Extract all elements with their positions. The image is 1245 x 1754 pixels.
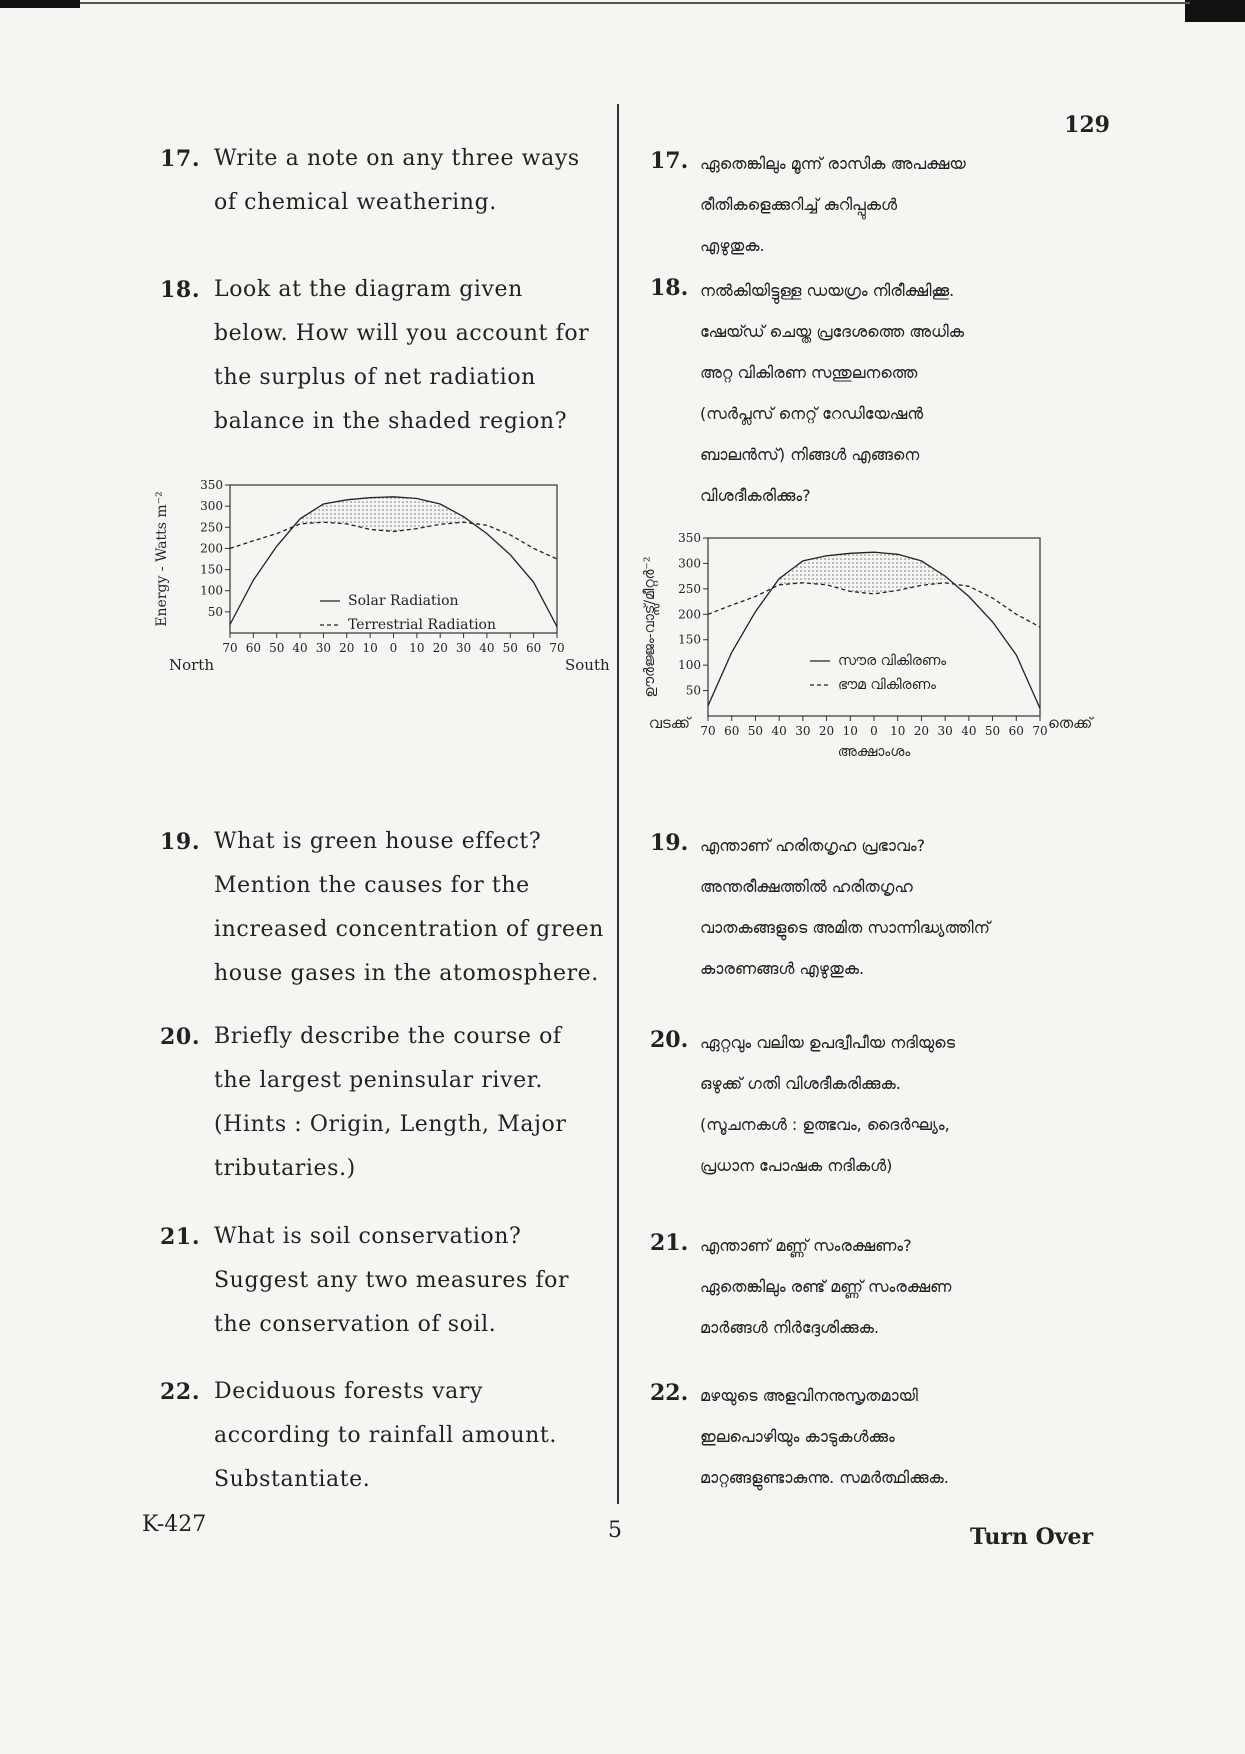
question-line: (സൂചനകൾ : ഉത്ഭവം, ദൈർഘ്യം, [700,1115,950,1134]
y-tick-label: 250 [678,581,701,596]
question-line: balance in the shaded region? [214,409,568,434]
question-line: മാർങ്ങൾ നിർദ്ദേശിക്കുക. [700,1318,879,1337]
column-divider [617,104,619,1504]
y-tick-label: 350 [678,531,701,545]
question-line: (സർപ്ലസ് നെറ്റ് റേഡിയേഷൻ [700,404,924,423]
y-tick-label: 50 [207,604,223,619]
question-line: What is soil conservation? [214,1224,522,1249]
question-number: 22. [650,1380,689,1406]
question-line: പ്രധാന പോഷക നദികൾ) [700,1156,893,1175]
question-number: 17. [650,148,689,174]
question-line: ഏതെങ്കിലും രണ്ട് മണ്ണ് സംരക്ഷണ [700,1277,952,1296]
y-tick-label: 350 [200,478,223,492]
surplus-shaded-region [300,497,464,532]
south-label: South [565,656,610,674]
y-tick-label: 50 [685,683,701,698]
question-line: അന്തരീക്ഷത്തിൽ ഹരിതഗൃഹ [700,877,913,896]
question-line: of chemical weathering. [214,190,497,215]
x-tick-label: 0 [870,724,878,738]
question-text [214,268,589,444]
legend-label: ഭൗമ വികിരണം [838,677,937,693]
north-label: North [168,656,214,674]
question-number: 19. [160,829,201,855]
question-line: നൽകിയിട്ടുള്ള ഡയഗ്രം നിരീക്ഷിക്കൂ. [700,281,955,300]
x-tick-label: 70 [549,641,565,655]
question-line: the surplus of net radiation [214,365,536,390]
question-line: മഴയുടെ അളവിനനുസൃതമായി [700,1386,918,1405]
x-tick-label: 60 [245,641,261,655]
question-line: ഇലപൊഴിയും കാടുകൾക്കും [700,1427,895,1446]
x-tick-label: 20 [339,641,355,655]
question-text [214,1215,569,1347]
page-number: 129 [1064,112,1110,138]
question-line: ഏതെങ്കിലും മൂന്ന് രാസിക അപക്ഷയ [700,154,966,173]
x-tick-label: 50 [502,641,518,655]
question-line: tributaries.) [214,1156,356,1181]
question-line: the conservation of soil. [214,1312,497,1337]
radiation-chart-malayalam [640,510,1120,790]
radiation-chart-english [150,465,620,695]
scan-corner-left [0,0,80,8]
legend-label: സൗര വികിരണം [838,653,947,669]
x-tick-label: 60 [526,641,542,655]
question-line: Deciduous forests vary [214,1379,483,1404]
question-number: 21. [650,1230,689,1256]
x-tick-label: 30 [937,724,953,738]
question-line: വാതകങ്ങളുടെ അമിത സാന്നിദ്ധ്യത്തിന് [700,918,990,937]
y-tick-label: 100 [678,658,701,673]
x-tick-label: 0 [389,641,398,655]
question-line: എഴുതുക. [700,236,765,255]
question-text [700,143,966,266]
exam-code: K-427 [142,1512,207,1537]
question-text [700,270,964,516]
x-tick-label: 20 [432,641,448,655]
question-line: Briefly describe the course of [214,1024,562,1049]
x-tick-label: 70 [700,724,716,738]
question-line: വിശദീകരിക്കും? [700,486,811,505]
x-tick-label: 30 [315,641,332,655]
x-tick-label: 40 [479,641,495,655]
sheet-number: 5 [608,1518,622,1543]
question-number: 20. [160,1024,201,1050]
x-tick-label: 10 [890,724,906,738]
question-line: എന്താണ് മണ്ണ് സംരക്ഷണം? [700,1236,912,1255]
y-tick-label: 100 [200,583,223,598]
y-axis-label: Energy - Watts m⁻² [154,491,170,627]
question-text [214,137,580,225]
x-tick-label: 10 [362,641,378,655]
y-tick-label: 250 [200,520,223,535]
x-tick-label: 30 [795,724,811,738]
question-text [700,1022,955,1186]
scan-corner-right [1185,0,1245,22]
x-tick-label: 40 [771,724,787,738]
x-tick-label: 70 [1032,724,1048,738]
question-line: Mention the causes for the [214,873,530,898]
y-tick-label: 200 [678,607,701,622]
question-number: 19. [650,830,689,856]
question-text [214,1015,566,1191]
y-tick-label: 150 [678,632,701,647]
turn-over: Turn Over [970,1524,1094,1550]
x-axis-label: അക്ഷാംശം [837,744,911,760]
x-tick-label: 40 [961,724,977,738]
question-number: 21. [160,1224,201,1250]
question-line: രീതികളെക്കുറിച്ച് കുറിപ്പുകൾ [700,195,898,214]
question-line: Substantiate. [214,1467,371,1492]
question-line: ബാലൻസ്) നിങ്ങൾ എങ്ങനെ [700,445,920,464]
x-tick-label: 60 [1008,724,1024,738]
question-line: What is green house effect? [214,829,542,854]
question-line: മാറ്റങ്ങളുണ്ടാകുന്നു. സമർത്ഥിക്കുക. [700,1468,949,1487]
y-axis-label: ഊർജ്ജം-വാട്സ്/മീറ്റർ⁻² [642,556,658,698]
x-tick-label: 10 [842,724,858,738]
question-line: Look at the diagram given [214,277,523,302]
south-label: തെക്ക് [1048,714,1093,732]
question-line: the largest peninsular river. [214,1068,544,1093]
y-tick-label: 150 [200,562,223,577]
question-line: house gases in the atomosphere. [214,961,599,986]
question-line: എന്താണ് ഹരിതഗൃഹ പ്രഭാവം? [700,836,926,855]
question-line: (Hints : Origin, Length, Major [214,1112,567,1137]
legend-label: Terrestrial Radiation [348,617,497,633]
question-number: 20. [650,1027,689,1053]
question-line: according to rainfall amount. [214,1423,557,1448]
surplus-shaded-region [779,552,945,594]
question-text [700,825,990,989]
question-text [214,1370,557,1502]
question-line: ഏറ്റവും വലിയ ഉപദ്വീപീയ നദിയുടെ [700,1033,956,1052]
x-tick-label: 60 [724,724,740,738]
legend-label: Solar Radiation [348,593,459,609]
y-tick-label: 200 [200,541,223,556]
x-tick-label: 20 [913,724,930,738]
question-line: Suggest any two measures for [214,1268,570,1293]
question-text [700,1225,951,1348]
x-tick-label: 20 [818,724,835,738]
question-number: 22. [160,1379,201,1405]
question-number: 18. [160,277,201,303]
question-number: 17. [160,146,201,172]
top-rule [80,2,1190,4]
x-tick-label: 30 [455,641,472,655]
north-label: വടക്ക് [648,714,690,732]
y-tick-label: 300 [200,499,223,514]
x-tick-label: 40 [292,641,308,655]
question-text [214,820,604,996]
question-line: ഷേയ്ഡ് ചെയ്ത പ്രദേശത്തെ അധിക [700,322,964,341]
question-line: Write a note on any three ways [214,146,580,171]
x-tick-label: 50 [984,724,1001,738]
question-line: below. How will you account for [214,321,590,346]
y-tick-label: 300 [678,556,701,571]
x-tick-label: 50 [269,641,285,655]
x-tick-label: 50 [747,724,764,738]
question-line: അറ്റ വികിരണ സന്തുലനത്തെ [700,363,918,382]
question-line: ഒഴുക്ക് ഗതി വിശദീകരിക്കുക. [700,1074,901,1093]
question-text [700,1375,949,1498]
question-number: 18. [650,275,689,301]
question-line: increased concentration of green [214,917,604,942]
question-line: കാരണങ്ങൾ എഴുതുക. [700,959,865,978]
x-tick-label: 10 [409,641,425,655]
x-tick-label: 70 [222,641,238,655]
